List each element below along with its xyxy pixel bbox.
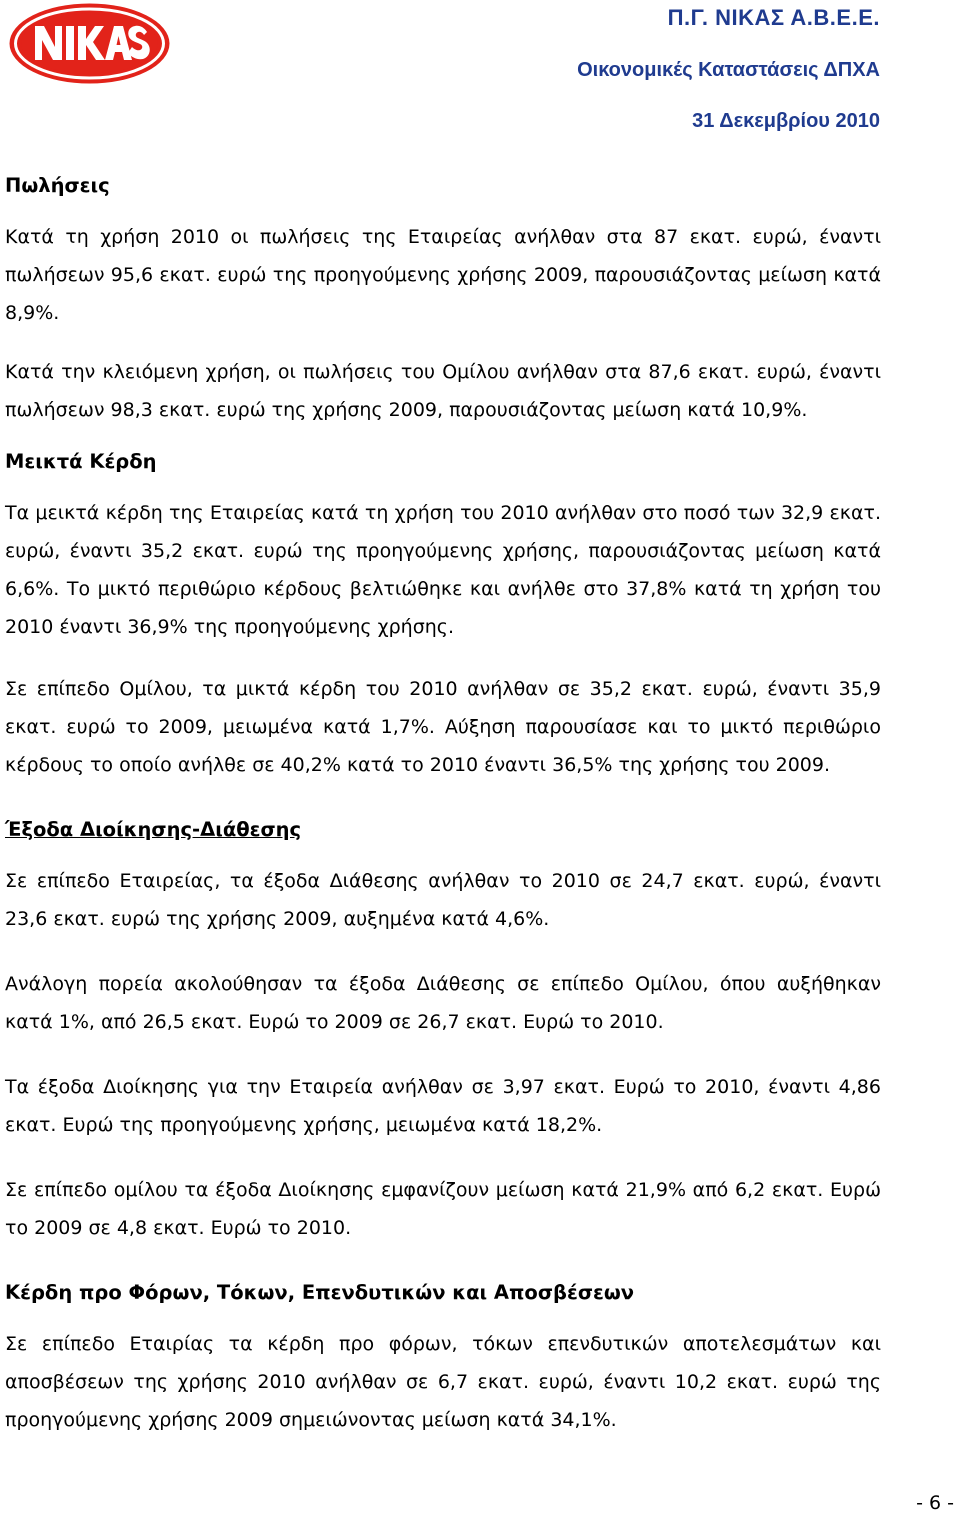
page-number: - 6 - (916, 1492, 954, 1514)
header-document-title: Οικονομικές Καταστάσεις ΔΠΧΑ (577, 59, 880, 81)
paragraph: Ανάλογη πορεία ακολούθησαν τα έξοδα Διάθεσης σε επίπεδο Ομίλου, όπου αυξήθηκαν κατά 1%, από 26,5 εκατ. Ευρώ το 2009 σε 26,7 εκατ. Ευρώ το 2010. (5, 973, 881, 1033)
section-heading-ebitda: Κέρδη προ Φόρων, Τόκων, Επενδυτικών και Αποσβέσεων (5, 1281, 635, 1304)
nikas-logo-icon (8, 2, 171, 85)
header-company-name: Π.Γ. ΝΙΚΑΣ Α.Β.Ε.Ε. (667, 5, 880, 30)
section-heading-expenses: Έξοδα Διοίκησης-Διάθεσης (5, 818, 302, 841)
header-date: 31 Δεκεμβρίου 2010 (692, 110, 880, 132)
section-heading-sales: Πωλήσεις (5, 174, 110, 197)
paragraph: Σε επίπεδο Εταιρίας τα κέρδη προ φόρων, τόκων επενδυτικών αποτελεσμάτων και αποσβέσεων της χρήσης 2010 ανήλθαν σε 6,7 εκατ. ευρώ, έναντι 10,2 εκατ. ευρώ της προηγούμενης χρήσης 2009 σημειώνοντας μείωση κατά 34,1%. (5, 1333, 881, 1431)
document-body (5, 167, 881, 1439)
paragraph: Σε επίπεδο Ομίλου, τα μικτά κέρδη του 2010 ανήλθαν σε 35,2 εκατ. ευρώ, έναντι 35,9 εκατ. ευρώ το 2009, μειωμένα κατά 1,7%. Αύξηση παρουσίασε και το μικτό περιθώριο κέρδους το οποίο ανήλθε σε 40,2% κατά το 2010 έναντι 36,5% της χρήσης του 2009. (5, 678, 881, 776)
paragraph: Κατά την κλειόμενη χρήση, οι πωλήσεις του Ομίλου ανήλθαν στα 87,6 εκατ. ευρώ, έναντι πωλήσεων 98,3 εκατ. ευρώ της χρήσης 2009, παρουσιάζοντας μείωση κατά 10,9%. (5, 361, 881, 421)
paragraph: Κατά τη χρήση 2010 οι πωλήσεις της Εταιρείας ανήλθαν στα 87 εκατ. ευρώ, έναντι πωλήσεων 95,6 εκατ. ευρώ της προηγούμενης χρήσης 2009, παρουσιάζοντας μείωση κατά 8,9%. (5, 226, 881, 324)
nikas-logo (8, 2, 171, 85)
paragraph: Σε επίπεδο ομίλου τα έξοδα Διοίκησης εμφανίζουν μείωση κατά 21,9% από 6,2 εκατ. Ευρώ το 2009 σε 4,8 εκατ. Ευρώ το 2010. (5, 1179, 881, 1239)
paragraph: Σε επίπεδο Εταιρείας, τα έξοδα Διάθεσης ανήλθαν το 2010 σε 24,7 εκατ. ευρώ, έναντι 23,6 εκατ. ευρώ της χρήσης 2009, αυξημένα κατά 4,6%. (5, 870, 881, 930)
paragraph: Τα μεικτά κέρδη της Εταιρείας κατά τη χρήση του 2010 ανήλθαν στο ποσό των 32,9 εκατ. ευρώ, έναντι 35,2 εκατ. ευρώ της προηγούμενης χρήσης, παρουσιάζοντας μείωση κατά 6,6%. Το μικτό περιθώριο κέρδους βελτιώθηκε και ανήλθε στο 37,8% κατά τη χρήση του 2010 έναντι 36,9% της προηγούμενης χρήσης. (5, 502, 881, 638)
paragraph: Τα έξοδα Διοίκησης για την Εταιρεία ανήλθαν σε 3,97 εκατ. Ευρώ το 2010, έναντι 4,86 εκατ. Ευρώ της προηγούμενης χρήσης, μειωμένα κατά 18,2%. (5, 1076, 881, 1136)
section-heading-gross-profit: Μεικτά Κέρδη (5, 450, 157, 473)
